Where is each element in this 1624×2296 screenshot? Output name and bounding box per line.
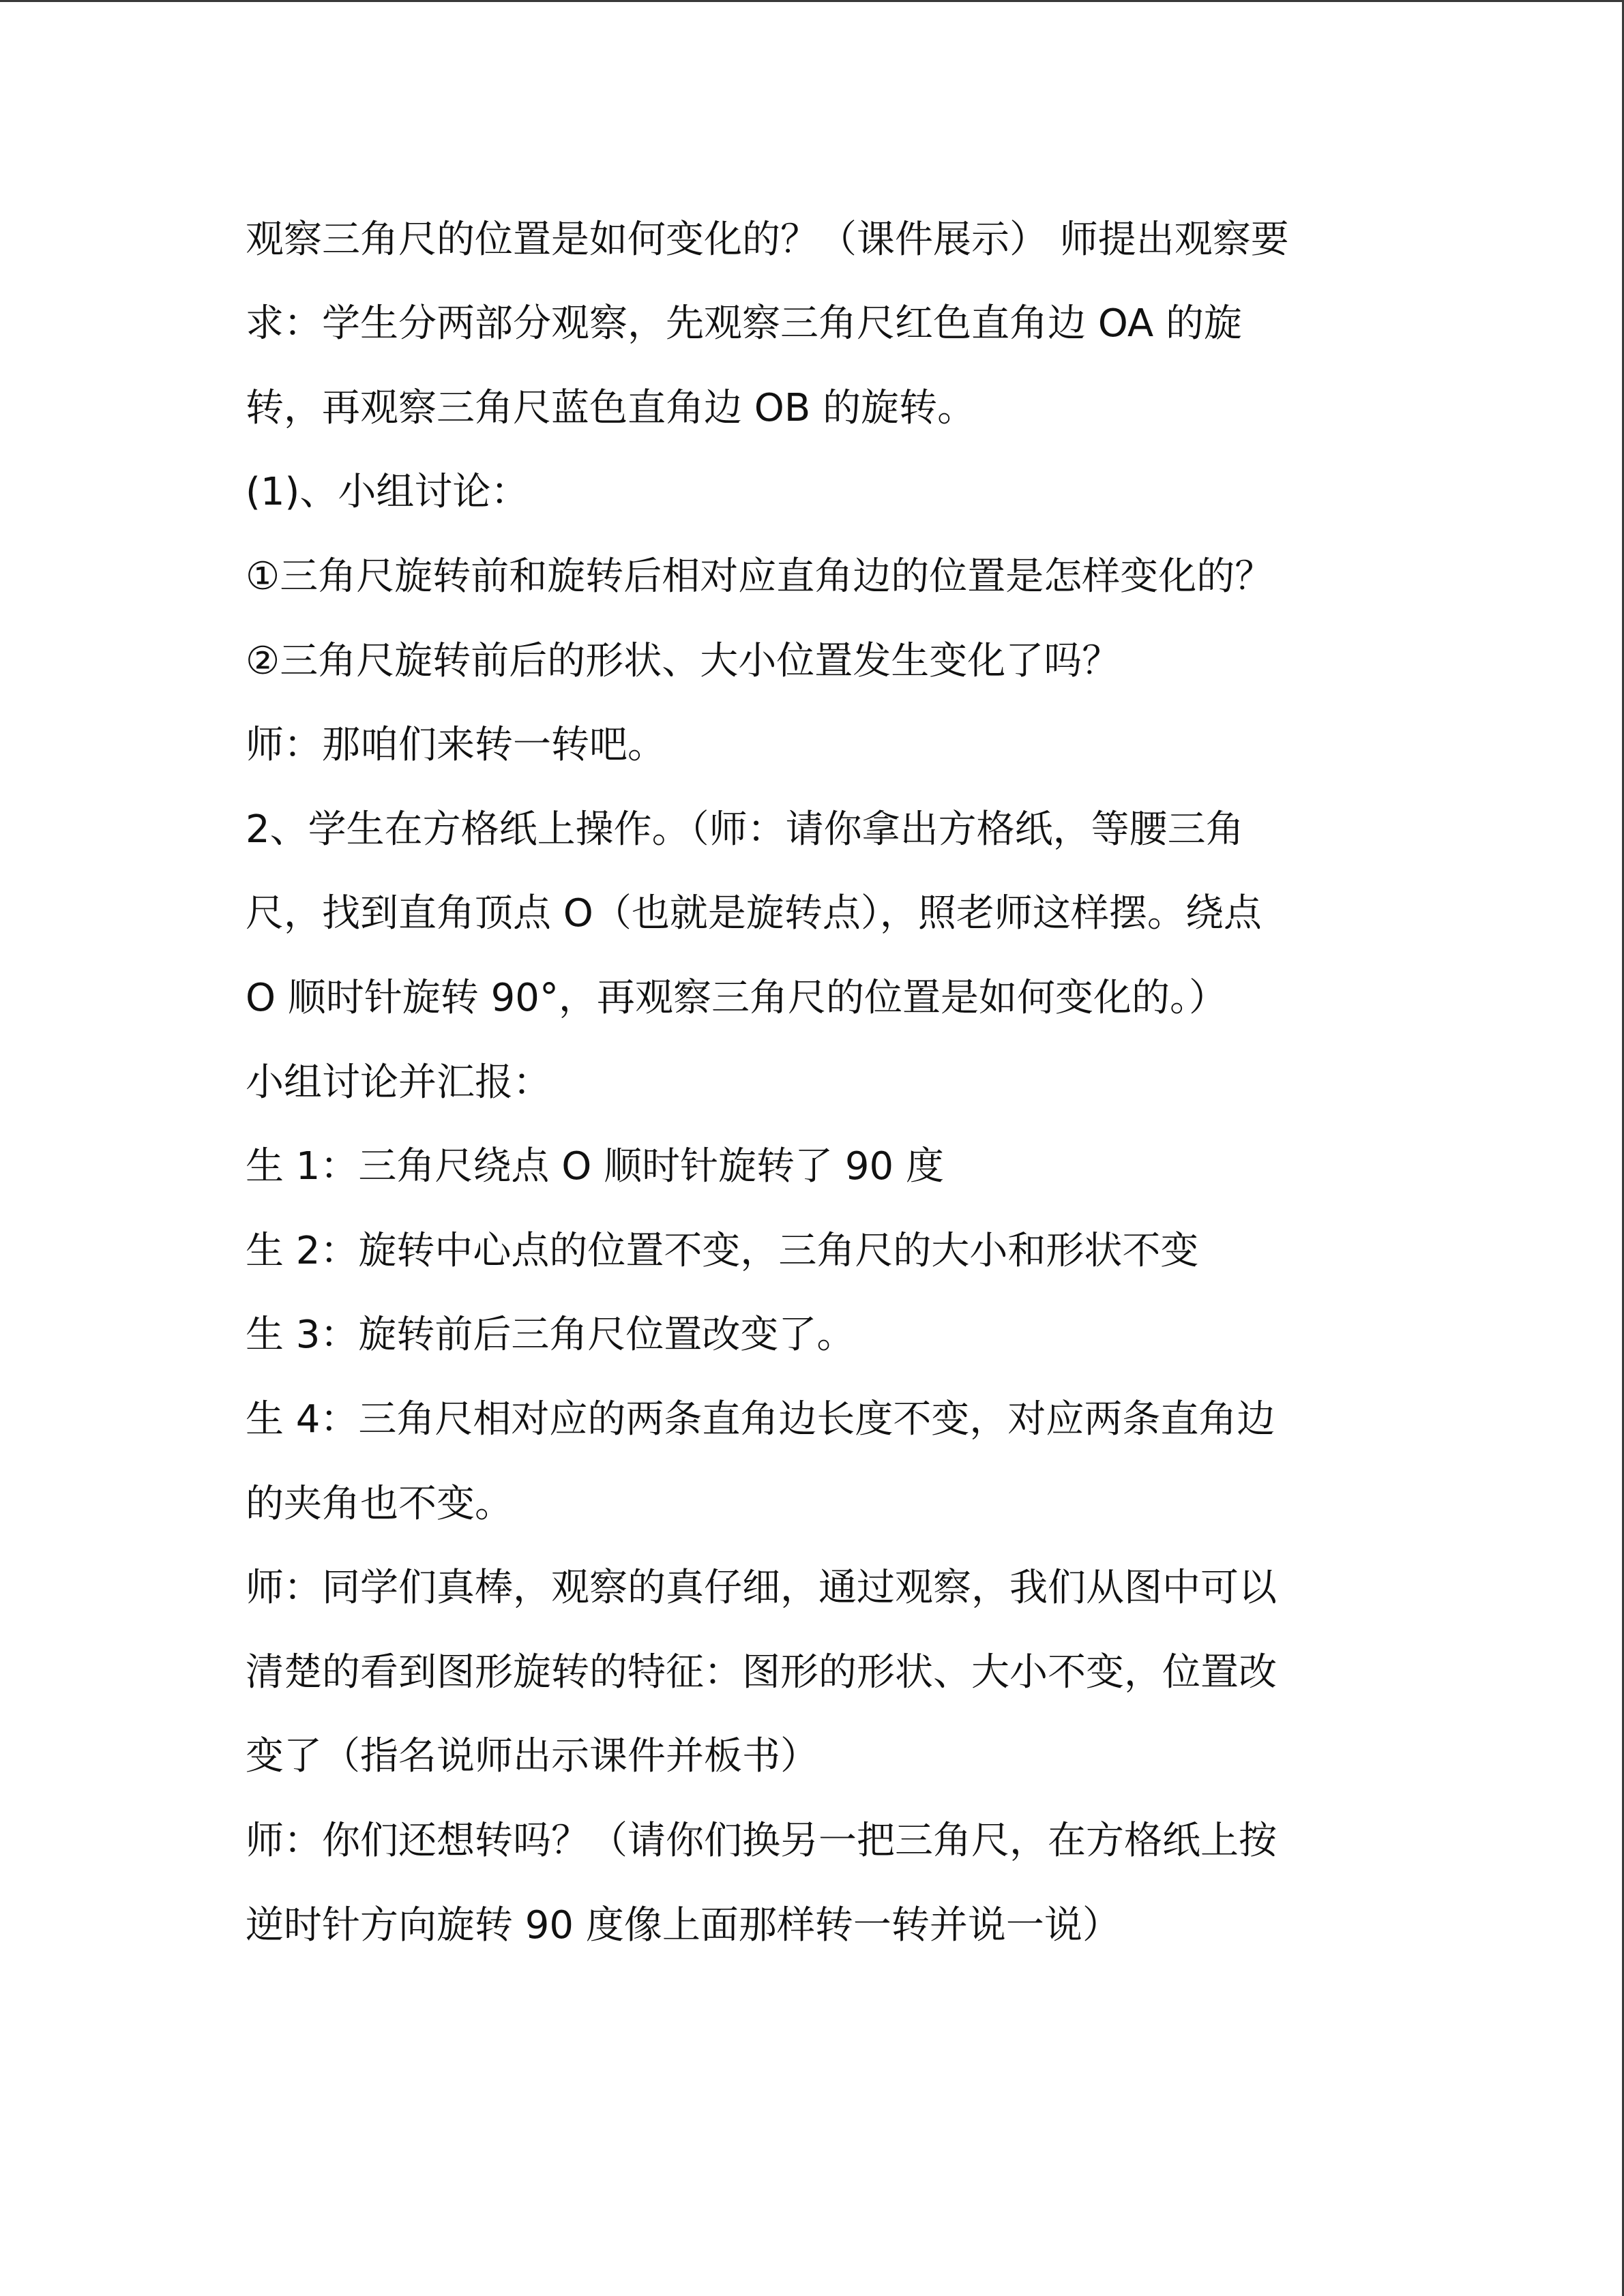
text-line: (1)、小组讨论： <box>246 470 529 514</box>
text-line: 的夹角也不变。 <box>246 1482 513 1526</box>
text-line: 师：你们还想转吗？（请你们换另一把三角尺，在方格纸上按 <box>246 1819 1277 1863</box>
text-line: 转，再观察三角尺蓝色直角边 OB 的旋转。 <box>246 386 976 430</box>
text-line: 尺，找到直角顶点 O（也就是旋转点），照老师这样摆。绕点 <box>246 891 1262 936</box>
text-line: 生 4：三角尺相对应的两条直角边长度不变，对应两条直角边 <box>246 1397 1275 1442</box>
text-line: 小组讨论并汇报： <box>246 1060 551 1105</box>
text-line: 逆时针方向旋转 90 度像上面那样转一转并说一说） <box>246 1903 1121 1948</box>
text-line: 清楚的看到图形旋转的特征：图形的形状、大小不变，位置改 <box>246 1650 1277 1695</box>
text-line: ②三角尺旋转前后的形状、大小位置发生变化了吗？ <box>246 639 1121 683</box>
text-line: 变了（指名说师出示课件并板书） <box>246 1734 818 1778</box>
text-line: O 顺时针旋转 90°，再观察三角尺的位置是如何变化的。） <box>246 976 1227 1020</box>
text-line: 生 2：旋转中心点的位置不变，三角尺的大小和形状不变 <box>246 1229 1199 1273</box>
text-line: 师：同学们真棒，观察的真仔细，通过观察，我们从图中可以 <box>246 1566 1277 1610</box>
text-line: 2、学生在方格纸上操作。（师：请你拿出方格纸，等腰三角 <box>246 807 1244 852</box>
text-line: 师：那咱们来转一转吧。 <box>246 723 666 767</box>
text-line: 生 3：旋转前后三角尺位置改变了。 <box>246 1313 855 1357</box>
text-line: 生 1：三角尺绕点 O 顺时针旋转了 90 度 <box>246 1144 944 1189</box>
text-line: 求：学生分两部分观察，先观察三角尺红色直角边 OA 的旋 <box>246 301 1243 346</box>
text-line: 观察三角尺的位置是如何变化的？（课件展示） 师提出观察要 <box>246 218 1289 262</box>
top-border-line <box>0 0 1624 2</box>
text-line: ①三角尺旋转前和旋转后相对应直角边的位置是怎样变化的？ <box>246 554 1273 599</box>
